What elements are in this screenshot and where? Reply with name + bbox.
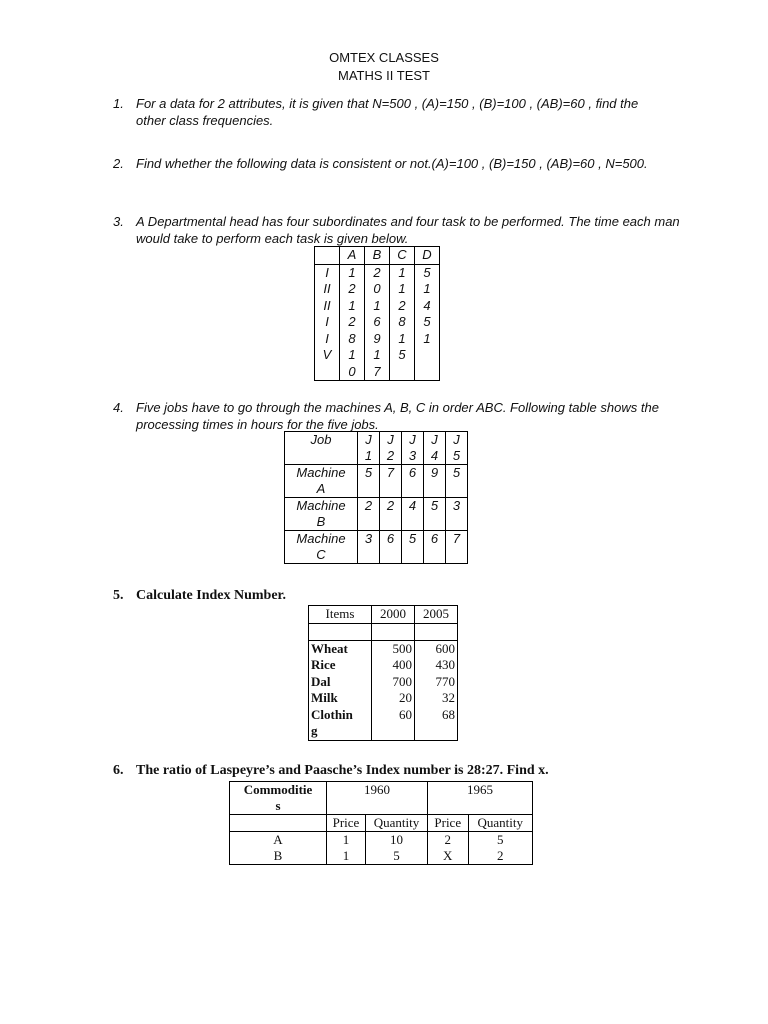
question-text-line: For a data for 2 attributes, it is given that N=500 , (A)=150 , (B)=100 , (AB)=60 , find the [136,96,639,111]
table-subheader-row [230,815,533,832]
table-cell: 5 [424,498,446,531]
table-header-cell: Quantity [365,815,427,832]
table-cell [415,623,458,640]
table-cell: A [230,832,327,849]
row-label: Machine A [285,465,358,498]
table-cell: 2 [380,498,402,531]
row-label: Machine C [285,531,358,564]
question-text-line: processing times in hours for the five jobs. [136,417,379,432]
table-header-cell: Price [428,815,469,832]
table-header-cell: 2005 [415,606,458,624]
question-number: 5. [113,588,124,603]
assignment-table [314,246,440,381]
question-text [136,95,681,129]
table-header-cell: Price [327,815,366,832]
table-cell: X [428,848,469,865]
table-cell [309,623,372,640]
table-cell: 2 0 1 6 9 1 7 [365,264,390,381]
table-cell: B [230,848,327,865]
table-cell: 10 [365,832,427,849]
table-cell: 4 [402,498,424,531]
table-cell: 1 [327,848,366,865]
table-cell: 9 [424,465,446,498]
question-text [136,213,681,247]
table-header-cell: 1965 [428,782,533,815]
table-cell: 1 [327,832,366,849]
table-cell [372,623,415,640]
table-cell: 6 [380,531,402,564]
table-header-row [309,606,458,624]
header-subtitle: MATHS II TEST [338,68,430,83]
table-header-cell: Items [309,606,372,624]
question-text: Find whether the following data is consistent or not.(A)=100 , (B)=150 , (AB)=60 , N=500. [136,156,648,171]
table-spacer-row [309,623,458,640]
table-header-row [230,782,533,815]
table-header-cell: Job [285,432,358,465]
table-cell: I II II I I V [315,264,340,381]
table-header-row [315,247,440,265]
table-row [309,640,458,740]
question-text-line: Five jobs have to go through the machines A, B, C in order ABC. Following table shows the [136,400,659,415]
question-number: 6. [113,763,124,778]
table-cell: Wheat Rice Dal Milk Clothin g [309,640,372,740]
question-number: 3. [113,214,124,229]
table-header-cell: C [390,247,415,265]
table-cell: 2 [428,832,469,849]
table-cell: 7 [380,465,402,498]
table-header-cell: Commoditie s [230,782,327,815]
header-title: OMTEX CLASSES [329,50,439,65]
row-label: Machine B [285,498,358,531]
table-cell: 2 [358,498,380,531]
table-header-cell: B [365,247,390,265]
job-sequencing-table [284,431,468,564]
table-header-cell: 1960 [327,782,428,815]
table-cell: 3 [446,498,468,531]
table-header-cell: A [340,247,365,265]
table-cell: 6 [402,465,424,498]
table-row [285,465,468,498]
table-header-cell: J 3 [402,432,424,465]
table-row [230,848,533,865]
index-number-table [308,605,458,741]
table-cell: 5 [365,848,427,865]
table-row [230,832,533,849]
question-text: The ratio of Laspeyre’s and Paasche’s Index number is 28:27. Find x. [136,763,549,778]
question-number: 1. [113,96,124,111]
table-header-cell: J 1 [358,432,380,465]
table-header-cell: Quantity [468,815,533,832]
question-number: 4. [113,400,124,415]
table-cell: 5 1 4 5 1 [415,264,440,381]
table-cell: 2 [468,848,533,865]
table-cell: 5 [446,465,468,498]
table-cell: 3 [358,531,380,564]
table-cell: 5 [402,531,424,564]
table-cell: 1 1 2 8 1 5 [390,264,415,381]
question-text: Calculate Index Number. [136,588,286,603]
table-cell: 600 430 770 32 68 [415,640,458,740]
table-cell: 5 [468,832,533,849]
table-cell: 500 400 700 20 60 [372,640,415,740]
table-cell: 7 [446,531,468,564]
question-text-line: A Departmental head has four subordinates and four task to be performed. The time each man [136,214,680,229]
question-number: 2. [113,156,124,171]
table-header-cell: J 2 [380,432,402,465]
table-cell: 5 [358,465,380,498]
table-header-cell: J 4 [424,432,446,465]
table-header-cell [315,247,340,265]
table-cell: 6 [424,531,446,564]
question-text [136,399,681,433]
table-row [285,531,468,564]
table-header-cell: D [415,247,440,265]
laspeyre-paasche-table [229,781,533,865]
table-row [315,264,440,381]
table-header-cell: J 5 [446,432,468,465]
table-cell [230,815,327,832]
table-row [285,498,468,531]
table-cell: 1 2 1 2 8 1 0 [340,264,365,381]
table-header-cell: 2000 [372,606,415,624]
question-text-line: would take to perform each task is given below. [136,231,409,246]
question-text-line: other class frequencies. [136,113,274,128]
table-header-row [285,432,468,465]
